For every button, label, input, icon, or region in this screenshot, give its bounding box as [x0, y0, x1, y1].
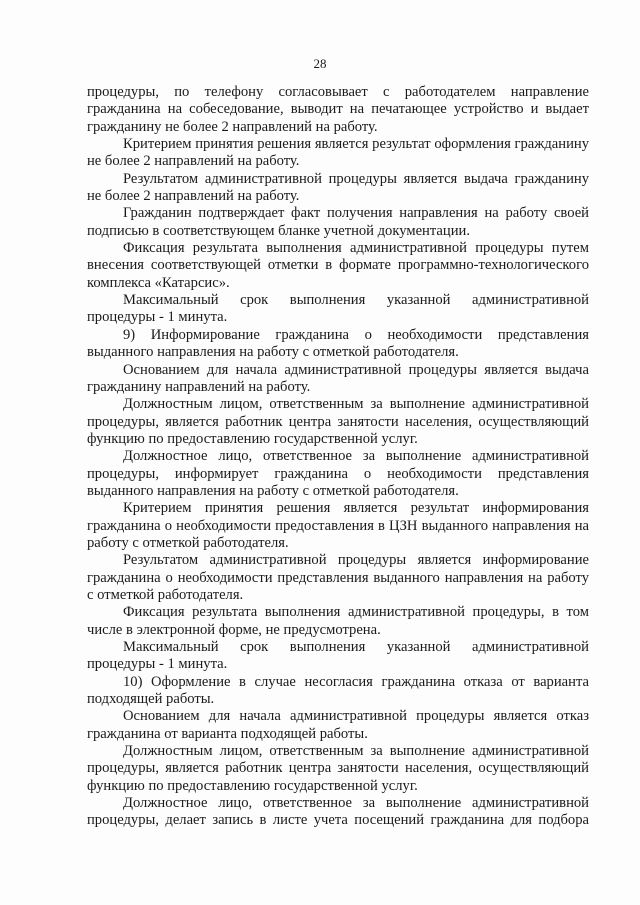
paragraph: Результатом административной процедуры является выдача гражданину не более 2 направлений на работу. — [87, 170, 589, 205]
paragraph: Максимальный срок выполнения указанной административной процедуры - 1 минута. — [87, 292, 589, 326]
paragraph: Основанием для начала административной процедуры является выдача гражданину направлений на работу. — [87, 361, 589, 395]
paragraph: Критерием принятия решения является результат оформления гражданину не более 2 направлений на работу. — [87, 136, 589, 170]
paragraph: Должностное лицо, ответственное за выполнение административной процедуры, делает запись в листе учета посещений гражданина для подбора — [87, 795, 589, 829]
paragraph: Результатом административной процедуры является информирование гражданина о необходимости представления выданного направления на работу с отметкой работодателя. — [87, 552, 589, 603]
paragraph: 9) Информирование гражданина о необходимости представления выданного направления на работу с отметкой работодателя. — [87, 326, 589, 361]
page-number: 28 — [313, 56, 327, 71]
paragraph: Фиксация результата выполнения административной процедуры, в том числе в электронной форме, не предусмотрена. — [87, 604, 589, 638]
paragraph: Должностным лицом, ответственным за выполнение административной процедуры, является работник центра занятости населения, осуществляющий функцию по предоставлению государственной услуг. — [87, 396, 589, 447]
paragraph: 10) Оформление в случае несогласия гражданина отказа от варианта подходящей работы. — [87, 673, 589, 708]
paragraph: Должностное лицо, ответственное за выполнение административной процедуры, информирует гражданина о необходимости представления выданного направления на работу с отметкой работодателя. — [87, 448, 589, 499]
paragraph: Гражданин подтверждает факт получения направления на работу своей подписью в соответствующем бланке учетной документации. — [87, 205, 589, 239]
paragraph: Основанием для начала административной процедуры является отказ гражданина от варианта подходящей работы. — [87, 708, 589, 742]
paragraph: Максимальный срок выполнения указанной административной процедуры - 1 минута. — [87, 639, 589, 673]
paragraph: процедуры, по телефону согласовывает с работодателем направление гражданина на собеседование, выводит на печатающее устройство и выдает гражданину не более 2 направлений на работу. — [87, 84, 589, 135]
paragraph: Критерием принятия решения является результат информирования гражданина о необходимости предоставления в ЦЗН выданного направления на работу с отметкой работодателя. — [87, 500, 589, 551]
paragraph: Должностным лицом, ответственным за выполнение административной процедуры, является работник центра занятости населения, осуществляющий функцию по предоставлению государственной услуг. — [87, 743, 589, 794]
document-body — [87, 84, 589, 830]
paragraph: Фиксация результата выполнения административной процедуры путем внесения соответствующей отметки в формате программно-технологического комплекса «Катарсис». — [87, 240, 589, 291]
